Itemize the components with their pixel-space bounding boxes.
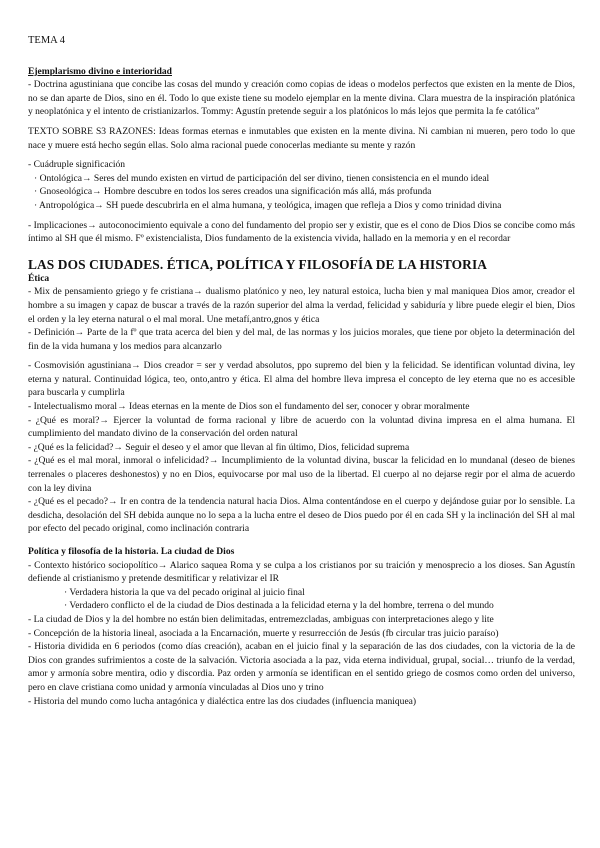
- list-item: · Ontológica→ Seres del mundo existen en virtud de participación del ser divino, tienen consistencia en el mundo ideal: [34, 172, 490, 184]
- list-item: · Antropológica→ SH puede descubrirla en el alma humana, y teológica, imagen que refleja a Dios y como trinidad divina: [34, 199, 502, 211]
- heading-politica: Política y filosofía de la historia. La ciudad de Dios: [28, 546, 235, 557]
- paragraph: - Concepción de la historia lineal, asociada a la Encarnación, muerte y resurrección de Jesús (fb circular tras juicio paraíso): [28, 627, 499, 639]
- topic-title: TEMA 4: [28, 35, 66, 46]
- paragraph: - ¿Qué es la felicidad?→ Seguir el deseo y el amor que llevan al fin último, Dios, felicidad suprema: [28, 441, 410, 453]
- paragraph: TEXTO SOBRE S3 RAZONES: Ideas formas eternas e inmutables que existen en la mente divina. Ni cambian ni mueren, pero todo lo que nace y muere está hecho según ellas. Solo alma racional puede conocerlas mediante su mente y razón: [28, 125, 575, 151]
- paragraph: - Historia del mundo como lucha antagónica y dialéctica entre las dos ciudades (influencia maniquea): [28, 695, 417, 707]
- heading-ejemplarismo: Ejemplarismo divino e interioridad: [28, 65, 172, 77]
- paragraph: - ¿Qué es el pecado?→ Ir en contra de la tendencia natural hacia Dios. Alma contentándose en el cuerpo y dejándose guiar por lo sensible. La desdicha, desolación del SH debida aunque no lo sepa a la lucha entre el deseo de Dios puedo por él en cada SH y la inclinación del SH al mal por efecto del pecado original, como inclinación contraria: [28, 496, 575, 535]
- paragraph: - Definición→ Parte de la fº que trata acerca del bien y del mal, de las normas y los juicios morales, que tiene por objeto la determinación del fin de la vida humana y los medios para alcanzarlo: [28, 327, 575, 352]
- paragraph: - Historia dividida en 6 periodos (como días creación), acaban en el juicio final y la separación de las dos ciudades, con la victoria de la de Dios con grandes sufrimientos a coste de la salvación. Victoria asociada a la paz, vida eterna individual, grupal, social… triunfo de la verdad, amor y armonía sobre mentira, odio y discordia. Paz orden y armonía se identifican en el sentido griego de cosmos como orden del universo, pero en clave cristiana como unidad y armonía vinculadas al Dios uno y trino: [28, 641, 575, 693]
- list-item: · Verdadera historia la que va del pecado original al juicio final: [64, 586, 305, 598]
- list-item: · Gnoseológica→ Hombre descubre en todos los seres creados una significación más allá, más profunda: [34, 186, 432, 198]
- document-page: [28, 34, 575, 708]
- paragraph: - ¿Qué es el mal moral, inmoral o infelicidad?→ Incumplimiento de la voluntad divina, buscar la felicidad en lo mundanal (deseo de bienes terrenales o placeres deshonestos) y no en Dios, equivocarse por mal uso de la libertad. El cuerpo al no dejarse regir por el alma de acuerdo con la ley divina: [28, 455, 575, 494]
- paragraph: - Contexto histórico sociopolítico→ Alarico saquea Roma y se culpa a los cristianos por su traición y menosprecio a los dioses. San Agustín defiende al cristianismo y pretende desmitificar y relativizar el IR: [28, 559, 575, 585]
- paragraph: - Implicaciones→ autoconocimiento equivale a cono del fundamento del propio ser y existir, que es el cono de Dios Dios se concibe como más íntimo al SH que él mismo. Fº existencialista, Dios fundamento de la existencia vivida, hallado en la memoria y en el recordar: [28, 219, 575, 245]
- list-item: - Cuádruple significación: [28, 159, 126, 171]
- paragraph: - Mix de pensamiento griego y fe cristiana→ dualismo platónico y neo, ley natural estoica, lucha bien y mal maniquea Dios amor, creador el hombre a su imagen y capaz de buscar a través de la razón superior del alma la verdad, felicidad y sabiduría y libre puede elegir el bien, Dios el orden y la ley eterna natural o el mal moral. Une metafí,antro,gnos y ética: [28, 286, 575, 325]
- list-item: · Verdadero conflicto el de la ciudad de Dios destinada a la felicidad eterna y la del hombre, terrena o del mundo: [64, 600, 494, 612]
- paragraph: - Doctrina agustiniana que concibe las cosas del mundo y creación como copias de ideas o modelos perfectos que existen en la mente de Dios, no se dan aparte de Dios, sino en él. Todo lo que existe tiene su modelo ejemplar en la mente divina. Clara muestra de la inspiración platónica y neoplatónica y el intento de cristianizarlos. Tommy: Agustín pretende seguir a los platónicos lo más lejos que permita la fe católica”: [28, 79, 575, 118]
- paragraph: - ¿Qué es moral?→ Ejercer la voluntad de forma racional y libre de acuerdo con la voluntad divina impresa en el alma humana. El cumplimiento del mandato divino de la conservación del orden natural: [28, 414, 575, 440]
- paragraph: - Cosmovisión agustiniana→ Dios creador = ser y verdad absolutos, ppo supremo del bien y la felicidad. Se identifican voluntad divina, ley eterna y natural. Continuidad lógica, teo, onto,antro y ética. El alma del hombre lleva impresa el concepto de ley eterna que no es accesible para buscarla y cumplirla: [28, 360, 575, 399]
- heading-etica: Ética: [28, 272, 50, 284]
- paragraph: - Intelectualismo moral→ Ideas eternas en la mente de Dios son el fundamento del ser, conocer y obrar moralmente: [28, 401, 470, 413]
- section-title: LAS DOS CIUDADES. ÉTICA, POLÍTICA Y FILOSOFÍA DE LA HISTORIA: [28, 256, 488, 272]
- paragraph: - La ciudad de Dios y la del hombre no están bien delimitadas, entremezcladas, ambiguas con interpretaciones alego y lite: [28, 613, 494, 625]
